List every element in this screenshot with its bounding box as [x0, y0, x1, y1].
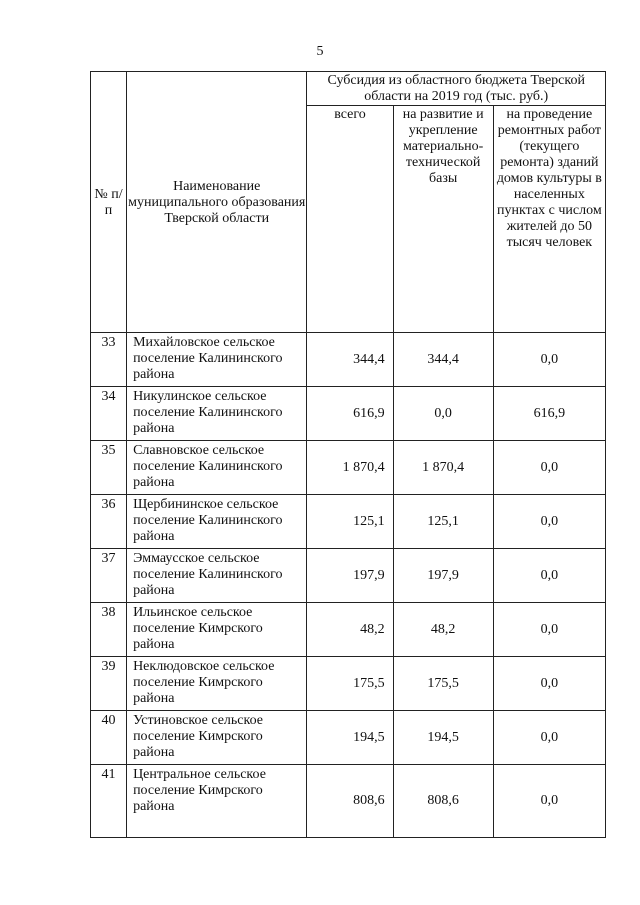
header-name: Наименование муниципального образования Тверской области — [127, 72, 307, 333]
table-row — [91, 441, 606, 495]
row-repair: 0,0 — [493, 765, 605, 838]
header-repair: на проведение ремонтных работ (текущего ремонта) зданий домов культуры в населенных пунктах с числом жителей до 50 тысяч человек — [493, 106, 605, 333]
row-repair: 616,9 — [493, 387, 605, 441]
row-material: 48,2 — [393, 603, 493, 657]
row-num: 40 — [91, 711, 127, 765]
header-num: № п/п — [91, 72, 127, 333]
row-repair: 0,0 — [493, 333, 605, 387]
row-material: 1 870,4 — [393, 441, 493, 495]
row-total: 48,2 — [307, 603, 393, 657]
row-total: 197,9 — [307, 549, 393, 603]
table-row — [91, 765, 606, 838]
row-material: 197,9 — [393, 549, 493, 603]
table-row — [91, 603, 606, 657]
row-num: 34 — [91, 387, 127, 441]
row-name: Ильинское сельское поселение Кимрского района — [127, 603, 307, 657]
row-material: 175,5 — [393, 657, 493, 711]
row-num: 35 — [91, 441, 127, 495]
row-repair: 0,0 — [493, 657, 605, 711]
row-num: 37 — [91, 549, 127, 603]
row-repair: 0,0 — [493, 441, 605, 495]
row-num: 36 — [91, 495, 127, 549]
row-name: Устиновское сельское поселение Кимрского района — [127, 711, 307, 765]
row-material: 125,1 — [393, 495, 493, 549]
row-repair: 0,0 — [493, 549, 605, 603]
row-num: 33 — [91, 333, 127, 387]
row-name: Славновское сельское поселение Калининского района — [127, 441, 307, 495]
row-material: 344,4 — [393, 333, 493, 387]
row-total: 616,9 — [307, 387, 393, 441]
table-row — [91, 495, 606, 549]
row-total: 344,4 — [307, 333, 393, 387]
header-material-base: на развитие и укрепление материально-технической базы — [393, 106, 493, 333]
row-repair: 0,0 — [493, 711, 605, 765]
row-name: Эммаусское сельское поселение Калининского района — [127, 549, 307, 603]
row-material: 194,5 — [393, 711, 493, 765]
row-material: 808,6 — [393, 765, 493, 838]
row-name: Центральное сельское поселение Кимрского района — [127, 765, 307, 838]
page-number: 5 — [316, 44, 324, 59]
row-total: 1 870,4 — [307, 441, 393, 495]
row-total: 125,1 — [307, 495, 393, 549]
header-total: всего — [307, 106, 393, 333]
row-name: Михайловское сельское поселение Калининского района — [127, 333, 307, 387]
row-num: 38 — [91, 603, 127, 657]
table-row — [91, 333, 606, 387]
row-total: 175,5 — [307, 657, 393, 711]
header-subsidy-group: Субсидия из областного бюджета Тверской области на 2019 год (тыс. руб.) — [307, 72, 606, 106]
table-row — [91, 657, 606, 711]
table-row — [91, 387, 606, 441]
table-row — [91, 549, 606, 603]
row-total: 194,5 — [307, 711, 393, 765]
row-name: Никулинское сельское поселение Калининского района — [127, 387, 307, 441]
row-repair: 0,0 — [493, 603, 605, 657]
row-name: Неклюдовское сельское поселение Кимрского района — [127, 657, 307, 711]
row-total: 808,6 — [307, 765, 393, 838]
table-row — [91, 711, 606, 765]
row-num: 39 — [91, 657, 127, 711]
row-num: 41 — [91, 765, 127, 838]
row-repair: 0,0 — [493, 495, 605, 549]
subsidy-table — [90, 71, 606, 838]
row-material: 0,0 — [393, 387, 493, 441]
row-name: Щербининское сельское поселение Калининского района — [127, 495, 307, 549]
